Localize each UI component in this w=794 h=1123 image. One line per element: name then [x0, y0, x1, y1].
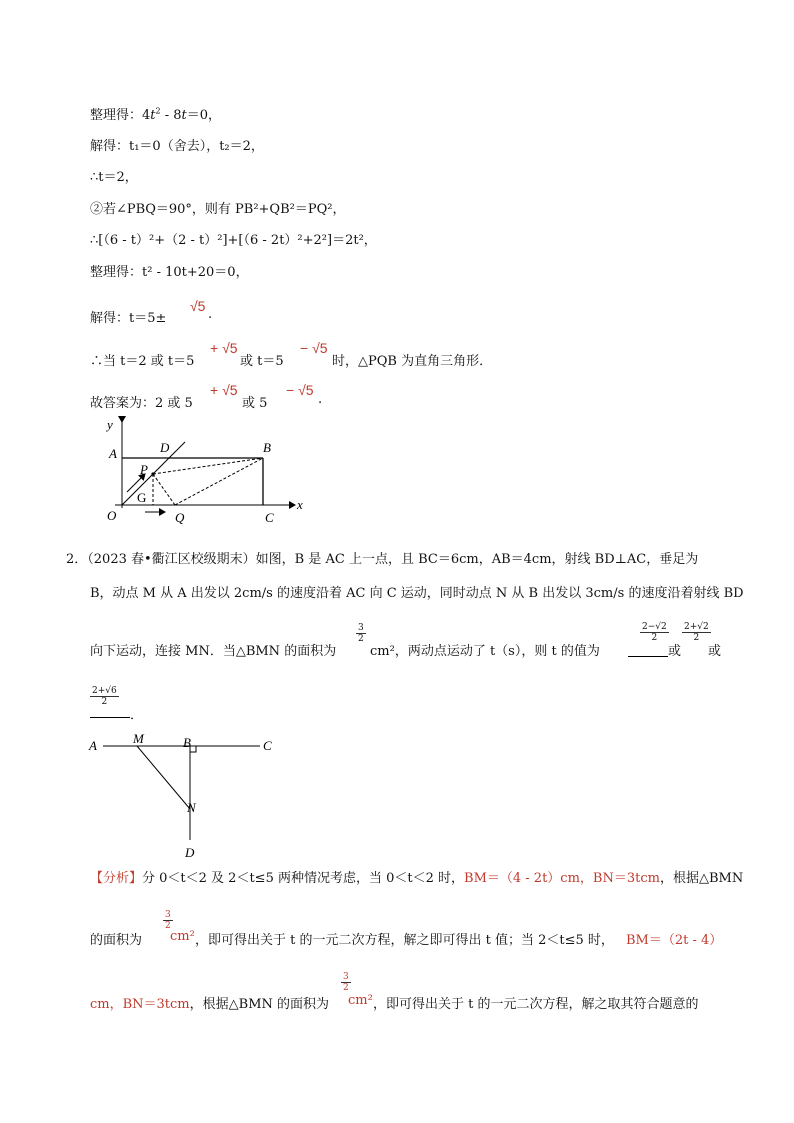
solution-line-1: 整理得：$4t^2 - 8t=0$， [90, 106, 222, 123]
analysis-line-2-red: BM＝（2t - 4） [626, 933, 723, 948]
minus-sqrt5-term: − √5 [300, 340, 328, 356]
label-G: G [137, 490, 147, 505]
label-M: M [133, 731, 144, 746]
label-x: x [297, 497, 303, 512]
label-N: N [187, 800, 196, 815]
sqrt5-term: √5 [190, 298, 206, 314]
solution-line-7: 解得：t＝5± [90, 311, 167, 326]
answer-2-fraction: $\frac{2+√2}{2}$ [684, 622, 709, 643]
analysis-fraction-1: $\frac{3}{2}$ [165, 910, 171, 931]
problem-2-line-2: B，动点 M 从 A 出发以 2cm/s 的速度沿着 AC 向 C 运动，同时动点 N 从 B 出发以 3cm/s 的速度沿着射线 BD [90, 586, 744, 601]
analysis-fraction-2: $\frac{3}{2}$ [343, 972, 349, 993]
solution-line-8-mid: 或 t＝5 [240, 354, 284, 369]
problem-2-line-1: 2．（2023 春•衢江区校级期末）如图，B 是 AC 上一点，且 BC＝6cm，AB＝4cm，射线 BD⊥AC，垂足为 [66, 552, 699, 567]
analysis-line-2-start: 的面积为 [90, 933, 143, 948]
plus-sqrt5-term: + √5 [210, 340, 238, 356]
label-B: B [183, 735, 191, 750]
answer-3-fraction: $\frac{2+√6}{2}$ [92, 686, 117, 707]
analysis-line-1: 【分析】分 0＜t＜2 及 2＜t≤5 两种情况考虑，当 0＜t＜2 时，BM＝（4 - 2t）cm，BN＝3tcm，根据△BMN [90, 871, 744, 886]
point-P [151, 472, 154, 475]
area-fraction: $\frac{3}{2}$ [358, 623, 364, 644]
analysis-line-3-end: ，即可得出关于 t 的一元二次方程，解之取其符合题意的 [373, 997, 699, 1012]
analysis-tag: 【分析】 [90, 871, 143, 886]
analysis-unit-1: cm² [170, 929, 195, 944]
label-B: B [263, 440, 271, 455]
label-O: O [107, 508, 117, 523]
analysis-unit-2: cm² [348, 993, 373, 1008]
minus-sqrt5-answer: − √5 [286, 382, 314, 398]
label-P: P [140, 462, 148, 477]
solution-line-8: ∴当 t＝2 或 t＝5 [90, 354, 195, 369]
solution-line-3: ∴t＝2， [90, 170, 138, 185]
answer-or-1: 或 [668, 644, 682, 659]
label-A: A [109, 446, 117, 461]
figure-2-diagram [85, 730, 285, 862]
answer-1-fraction: $\frac{2-√2}{2}$ [642, 622, 667, 643]
analysis-line-2: ，即可得出关于 t 的一元二次方程，解之即可得出 t 值；当 2＜t≤5 时， [195, 933, 614, 948]
segment-MN [137, 746, 190, 809]
label-D: D [185, 845, 195, 860]
figure-1-diagram [95, 412, 315, 527]
problem-2-end: ． [130, 708, 144, 723]
answer-blank-2 [90, 705, 130, 718]
solution-line-9: 故答案为：2 或 5 [90, 396, 193, 411]
problem-2-line-3-cont: cm²，两动点运动了 t（s），则 t 的值为 [370, 644, 600, 659]
solution-line-6: 整理得：t² - 10t+20＝0， [90, 265, 249, 280]
label-y: y [107, 417, 113, 432]
plus-sqrt5-answer: + √5 [210, 382, 238, 398]
segment-PQ [153, 474, 175, 505]
solution-line-9-end: . [318, 392, 323, 407]
label-A: A [89, 738, 97, 753]
solution-line-7-end: . [208, 307, 213, 322]
problem-2-line-3: 向下运动，连接 MN．当△BMN 的面积为 [90, 644, 337, 659]
label-Q: Q [175, 510, 185, 525]
solution-line-2: 解得：t₁＝0（舍去），t₂＝2， [90, 139, 264, 154]
segment-PB [153, 458, 263, 474]
label-C: C [265, 510, 274, 525]
segment-QB [175, 458, 263, 505]
solution-line-5: ∴[（6 - t）²+（2 - t）²]+[（6 - 2t）²+2²]＝2t²， [90, 233, 377, 248]
label-D: D [160, 440, 170, 455]
solution-line-9-mid: 或 5 [242, 396, 268, 411]
answer-or-2: 或 [708, 644, 722, 659]
label-C: C [263, 738, 272, 753]
analysis-line-3: cm，BN＝3tcm，根据△BMN 的面积为 [90, 997, 330, 1012]
solution-line-4: ②若∠PBQ＝90°，则有 PB²+QB²＝PQ²， [90, 202, 346, 217]
solution-line-8-end: 时，△PQB 为直角三角形． [332, 354, 493, 369]
